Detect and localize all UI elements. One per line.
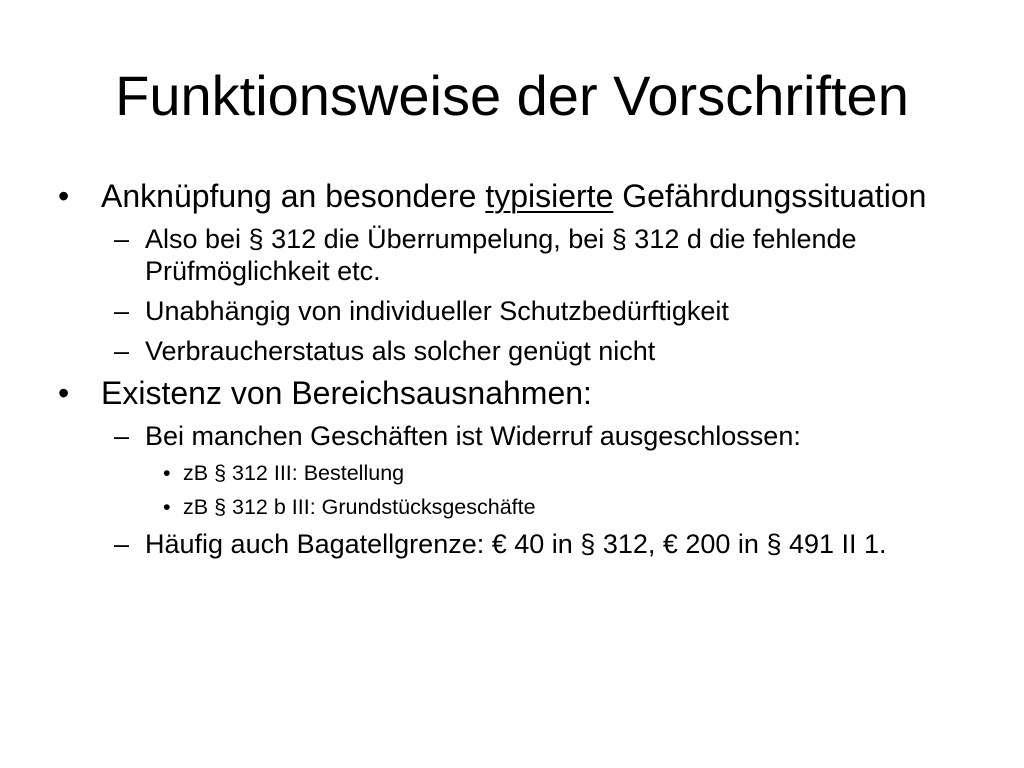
sub-item-text: Häufig auch Bagatellgrenze: € 40 in § 312, € 200 in § 491 II 1. <box>145 529 887 559</box>
sub-item-text: Bei manchen Geschäften ist Widerruf ausgeschlossen: <box>145 421 801 451</box>
bullet-dot-icon: • <box>58 375 70 411</box>
slide-title: Funktionsweise der Vorschriften <box>115 64 909 127</box>
sub-item-text: Unabhängig von individueller Schutzbedürftigkeit <box>145 296 729 326</box>
underlined-text: typisierte <box>485 178 614 214</box>
dash-icon: – <box>114 421 130 451</box>
sub-item <box>114 528 978 560</box>
sub-item <box>114 335 978 367</box>
sub-item-text: Also bei § 312 die Überrumpelung, bei § 312 d die fehlende Prüfmöglichkeit etc. <box>145 224 857 286</box>
sub-item <box>114 223 978 287</box>
sub-item-text: Verbraucherstatus als solcher genügt nicht <box>145 336 656 366</box>
sub-sub-item <box>163 494 978 520</box>
bullet-dot-icon: • <box>163 495 171 519</box>
dash-icon: – <box>114 529 130 559</box>
slide-content <box>58 178 978 568</box>
dash-icon: – <box>114 224 130 254</box>
bullet-text: Anknüpfung an besondere <box>101 178 486 214</box>
sub-sub-item-text: zB § 312 b III: Grundstücksgeschäfte <box>183 495 536 519</box>
dash-icon: – <box>114 336 130 366</box>
sub-sub-item-text: zB § 312 III: Bestellung <box>183 461 405 485</box>
bullet-text: Existenz von Bereichsausnahmen: <box>101 375 592 411</box>
bullet-item-1 <box>58 178 978 214</box>
sub-item <box>114 420 978 452</box>
sub-sub-item <box>163 460 978 486</box>
dash-icon: – <box>114 296 130 326</box>
bullet-dot-icon: • <box>58 178 70 214</box>
sub-item <box>114 295 978 327</box>
bullet-text: Gefährdungssituation <box>613 178 927 214</box>
bullet-dot-icon: • <box>163 461 171 485</box>
bullet-item-2 <box>58 375 978 411</box>
